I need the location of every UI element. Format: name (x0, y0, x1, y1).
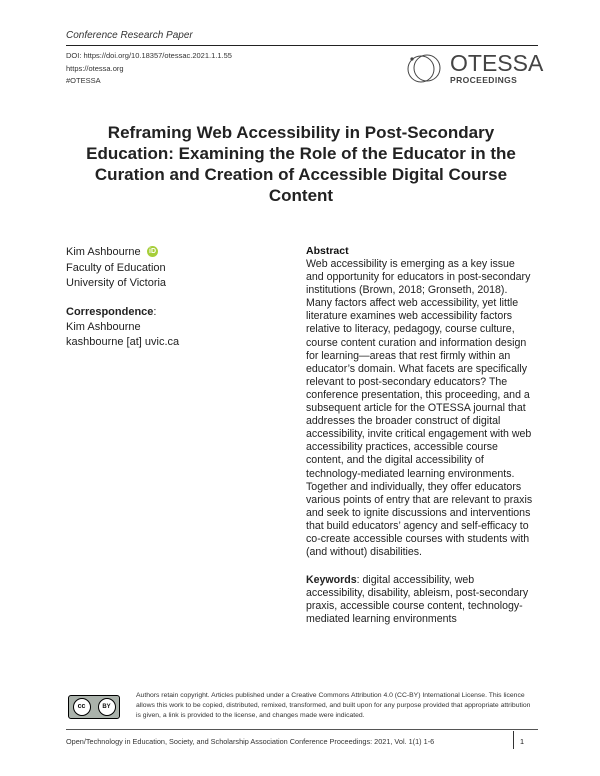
author-university: University of Victoria (66, 277, 167, 289)
paper-type: Conference Research Paper (66, 30, 193, 41)
keywords (306, 574, 534, 626)
otessa-logo (404, 50, 544, 86)
header-rule (66, 45, 538, 46)
logo-subtitle: PROCEEDINGS (450, 75, 518, 85)
hashtag: #OTESSA (66, 76, 101, 85)
footer-rule (66, 729, 538, 730)
orcid-icon[interactable]: iD (149, 248, 156, 255)
doi-link[interactable]: DOI: https://doi.org/10.18357/otessac.2021.1.1.55 (66, 51, 232, 60)
website-link[interactable]: https://otessa.org (66, 64, 124, 73)
keywords-text: : digital accessibility, web accessibility, disability, ableism, post-secondary praxis, accessible course content, technology-mediated learning environments (306, 574, 529, 626)
abstract-heading: Abstract (306, 245, 349, 257)
author-faculty: Faculty of Education (66, 262, 166, 274)
cc-icon: cc (73, 698, 91, 716)
page-number: 1 (520, 737, 525, 746)
contact-name: Kim Ashbourne (66, 321, 141, 333)
correspondence-colon: : (153, 306, 157, 318)
license-text: Authors retain copyright. Articles published under a Creative Commons Attribution 4.0 (CC-BY) International License. This licence allows this work to be copied, distributed, remixed, transformed, and built upon for any purpose provided that appropriate attribution is given, a link is provided to the license, and changes made were indicated. (136, 692, 531, 719)
footer-separator (513, 731, 514, 749)
author-name: Kim Ashbourne (66, 246, 141, 258)
correspondence-heading (66, 306, 156, 318)
abstract-text: Web accessibility is emerging as a key issue and opportunity for educators in post-secondary institutions (Brown, 2018; Gronseth, 2018). Many factors affect web accessibility, yet little literature examines web accessibility factors relative to literacy, pedagogy, course culture, course content curation and information design for learning—areas that rest firmly within an educator’s domain. What facets are specifically relevant to post-secondary educators? The conference presentation, this proceeding, and a subsequent article for the OTESSA journal that addresses the broader construct of digital accessibility, invite critical engagement with web accessibility practices, accessible course content, and the digital accessibility of technology-mediated learning environments. Together and individually, they offer educators various points of entry that are relevant to praxis and seek to ignite discussions and interventions that build educators’ agency and self-efficacy to co-create accessible courses with students with (and without) disabilities. (306, 258, 533, 559)
paper-title: Reframing Web Accessibility in Post-Secondary Education: Examining the Role of the Educator in the Curation and Creation of Accessible Digital Course Content (86, 123, 516, 205)
logo-title: OTESSA (450, 50, 544, 76)
contact-email: kashbourne [at] uvic.ca (66, 336, 180, 348)
by-icon: BY (98, 698, 116, 716)
otessa-circles-icon (404, 50, 444, 86)
keywords-label: Keywords (306, 574, 357, 586)
cc-by-badge[interactable] (68, 695, 120, 719)
correspondence-label: Correspondence (66, 306, 154, 318)
footer-citation: Open/Technology in Education, Society, and Scholarship Association Conference Proceedings: 2021, Vol. 1(1) 1-6 (66, 737, 435, 746)
